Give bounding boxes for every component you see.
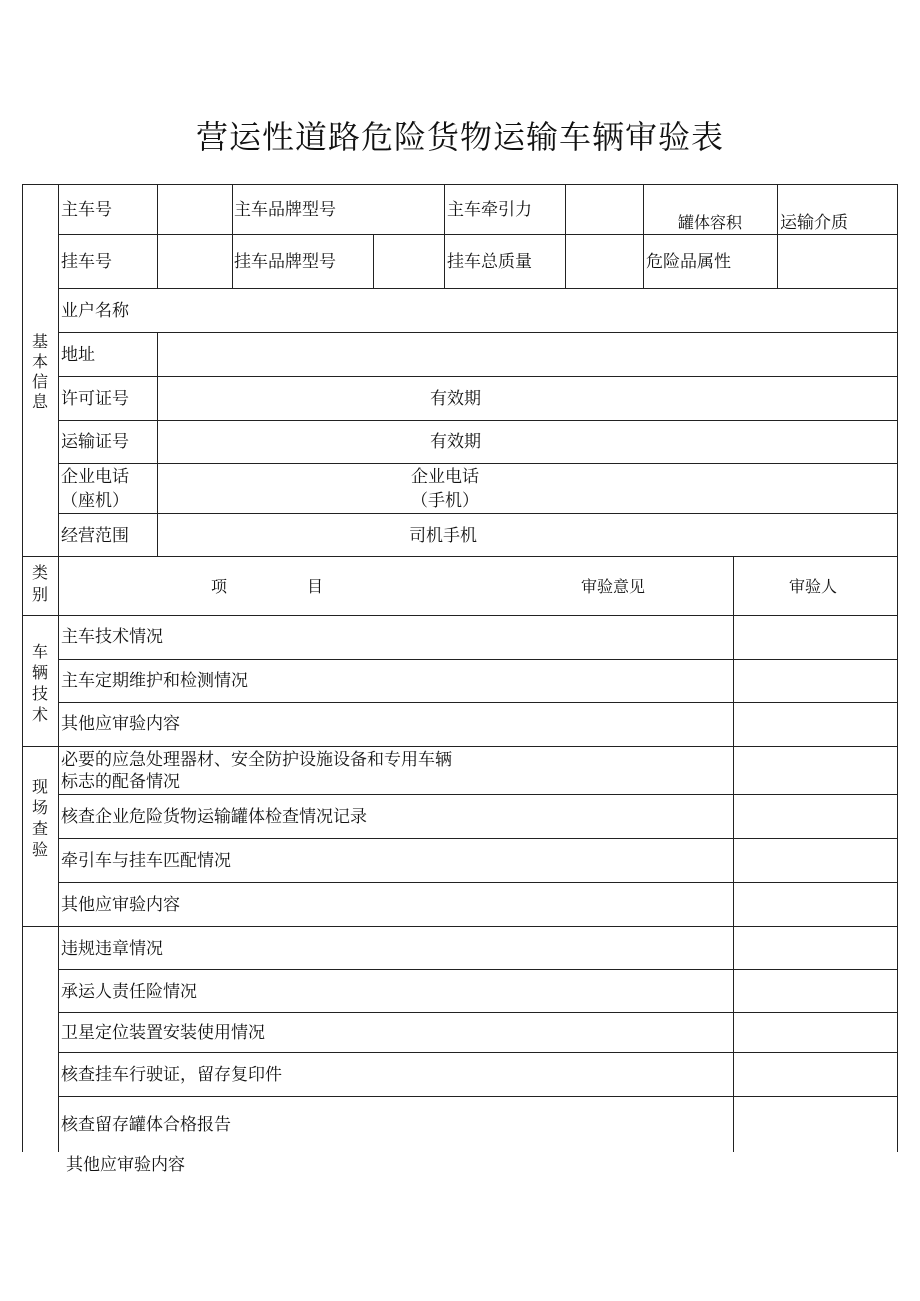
mobile-label-suffix: （手机） bbox=[411, 491, 479, 511]
column-divider bbox=[444, 184, 445, 288]
column-divider bbox=[643, 184, 644, 288]
section-label-basic: 基本信息 bbox=[31, 332, 48, 411]
row-divider bbox=[58, 702, 898, 703]
opinion-header: 审验意见 bbox=[581, 577, 646, 596]
page-title: 营运性道路危险货物运输车辆审验表 bbox=[195, 118, 724, 156]
landline-label-suffix: （座机） bbox=[61, 491, 129, 511]
row-divider bbox=[58, 332, 898, 333]
column-divider bbox=[777, 184, 778, 288]
list-item: 卫星定位装置安装使用情况 bbox=[61, 1023, 265, 1043]
list-item: 牵引车与挂车匹配情况 bbox=[61, 851, 231, 871]
list-item: 其他应审验内容 bbox=[61, 714, 180, 734]
main-plate-label: 主车号 bbox=[61, 200, 112, 220]
section-divider bbox=[22, 746, 898, 747]
list-item: 核查企业危险货物运输罐体检查情况记录 bbox=[61, 807, 367, 827]
driver-phone-label: 司机手机 bbox=[409, 526, 477, 546]
row-divider bbox=[58, 969, 898, 970]
row-divider bbox=[58, 513, 898, 514]
category-header: 类别 bbox=[31, 563, 48, 604]
item-header-a: 项 bbox=[211, 577, 228, 596]
main-traction-label: 主车牵引力 bbox=[447, 200, 532, 220]
list-item: 主车定期维护和检测情况 bbox=[61, 671, 248, 691]
row-divider bbox=[58, 1052, 898, 1053]
list-item: 必要的应急处理器材、安全防护设施设备和专用车辆 bbox=[61, 750, 452, 770]
list-item: 违规违章情况 bbox=[61, 939, 163, 959]
column-divider bbox=[58, 184, 59, 1152]
landline-label: 企业电话 bbox=[61, 467, 129, 487]
owner-label: 业户名称 bbox=[61, 301, 129, 321]
row-divider bbox=[58, 659, 898, 660]
column-divider bbox=[733, 556, 734, 1152]
section-divider bbox=[22, 615, 898, 616]
column-divider bbox=[565, 184, 566, 288]
list-item: 标志的配备情况 bbox=[61, 772, 180, 792]
row-divider bbox=[58, 1096, 898, 1097]
section-divider bbox=[22, 926, 898, 927]
table-border-top bbox=[22, 184, 898, 185]
trailer-brand-label: 挂车品牌型号 bbox=[234, 252, 336, 272]
list-item: 核查挂车行驶证，留存复印件 bbox=[61, 1065, 282, 1085]
list-item: 承运人责任险情况 bbox=[61, 982, 197, 1002]
column-divider bbox=[157, 332, 158, 556]
list-item: 核查留存罐体合格报告 bbox=[61, 1115, 231, 1135]
item-header-b: 目 bbox=[307, 577, 324, 596]
row-divider bbox=[58, 234, 898, 235]
row-divider bbox=[58, 376, 898, 377]
main-brand-label: 主车品牌型号 bbox=[234, 200, 336, 220]
column-divider bbox=[373, 234, 374, 288]
row-divider bbox=[58, 463, 898, 464]
row-divider bbox=[58, 420, 898, 421]
table-border-left bbox=[22, 184, 23, 1152]
section-divider bbox=[22, 556, 898, 557]
row-divider bbox=[58, 288, 898, 289]
reviewer-header: 审验人 bbox=[789, 577, 838, 596]
medium-label: 运输介质 bbox=[780, 213, 848, 233]
list-item: 其他应审验内容 bbox=[61, 895, 180, 915]
transport-cert-label: 运输证号 bbox=[61, 432, 129, 452]
section-label-site: 现场查验 bbox=[31, 777, 48, 859]
column-divider bbox=[157, 184, 158, 288]
trailer-mass-label: 挂车总质量 bbox=[447, 252, 532, 272]
row-divider bbox=[58, 794, 898, 795]
tank-volume-label: 罐体容积 bbox=[678, 213, 743, 232]
trailer-plate-label: 挂车号 bbox=[61, 252, 112, 272]
row-divider bbox=[58, 1012, 898, 1013]
address-label: 地址 bbox=[61, 345, 95, 365]
row-divider bbox=[58, 882, 898, 883]
section-label-vehicle: 车辆技术 bbox=[31, 642, 48, 724]
mobile-label: 企业电话 bbox=[411, 467, 479, 487]
hazard-attr-label: 危险品属性 bbox=[646, 252, 731, 272]
list-item: 主车技术情况 bbox=[61, 627, 163, 647]
column-divider bbox=[232, 184, 233, 288]
permit-label: 许可证号 bbox=[61, 389, 129, 409]
row-divider bbox=[58, 838, 898, 839]
trailing-item: 其他应审验内容 bbox=[66, 1155, 185, 1175]
table-border-right bbox=[897, 184, 898, 1152]
scope-label: 经营范围 bbox=[61, 526, 129, 546]
cert-validity-label: 有效期 bbox=[430, 432, 481, 452]
permit-validity-label: 有效期 bbox=[430, 389, 481, 409]
